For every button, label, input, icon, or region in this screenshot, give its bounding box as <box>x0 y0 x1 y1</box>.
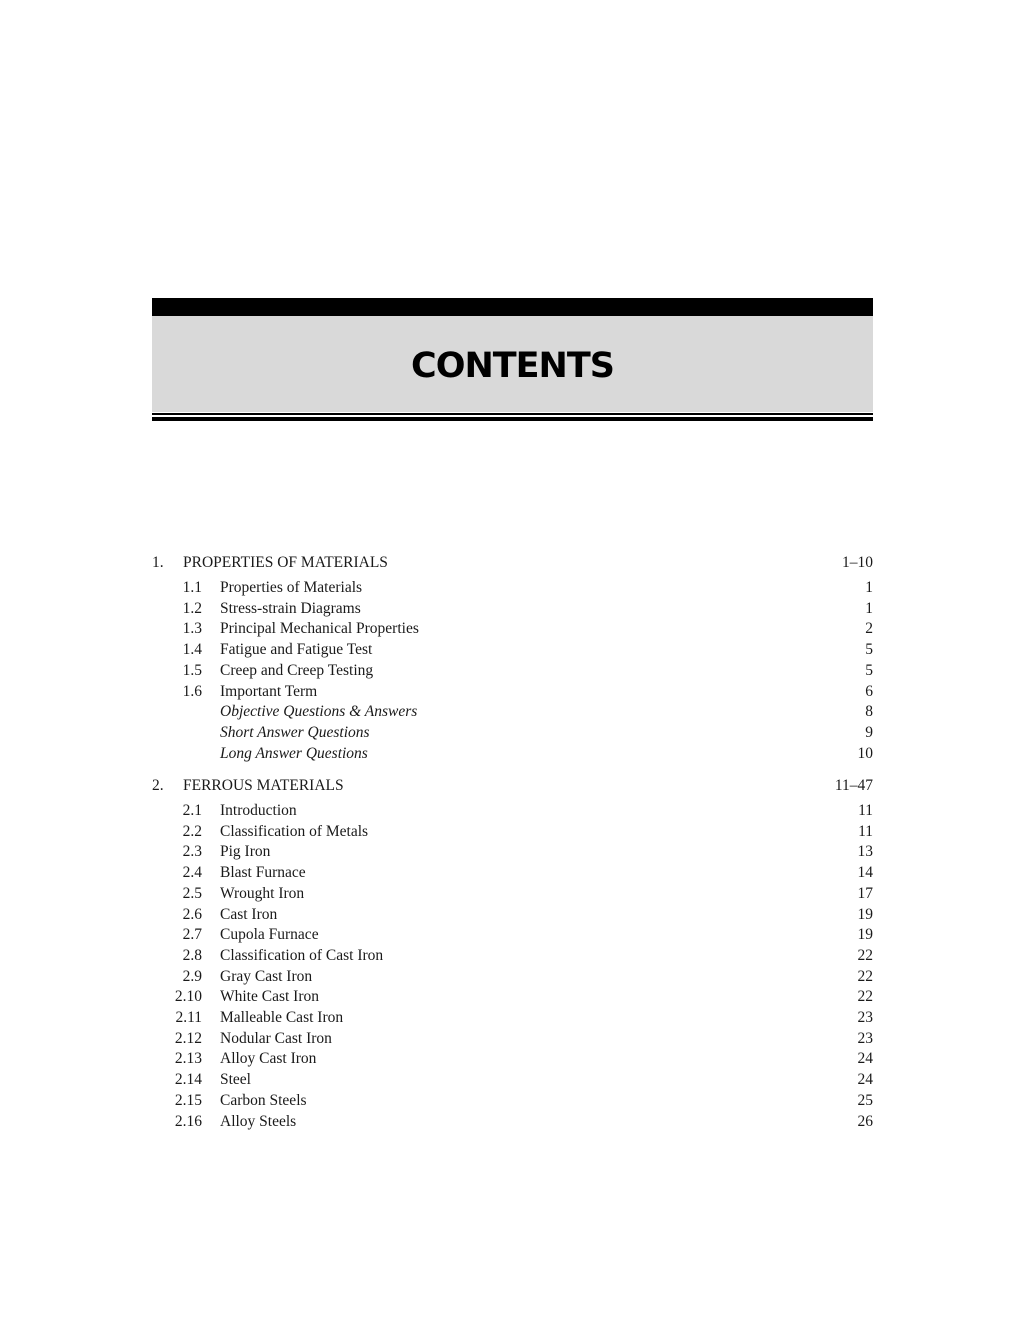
section-number: 2.16 <box>174 1112 202 1130</box>
section-page: 23 <box>857 1009 873 1026</box>
toc-entry <box>0 1008 1020 1028</box>
toc-entry <box>0 619 1020 639</box>
toc-entry <box>0 578 1020 598</box>
section-title: Introduction <box>220 802 297 819</box>
section-number: 2.7 <box>182 926 202 944</box>
page-title: CONTENTS <box>411 345 614 386</box>
section-title: Cupola Furnace <box>220 926 319 944</box>
toc-entry <box>0 1049 1020 1069</box>
section-page: 13 <box>857 843 873 861</box>
section-page: 22 <box>857 946 873 964</box>
toc-entry <box>0 842 1020 862</box>
toc-entry <box>0 967 1020 987</box>
section-number: 2.13 <box>174 1050 202 1068</box>
chapter-page-range: 1–10 <box>842 554 873 571</box>
banner-top-bar <box>152 298 873 316</box>
chapter-number: 1. <box>152 554 164 571</box>
section-page: 24 <box>857 1050 873 1068</box>
section-title: Stress-strain Diagrams <box>220 599 361 617</box>
toc-entry <box>0 702 1020 722</box>
toc-entry <box>0 1091 1020 1111</box>
section-number: 2.10 <box>174 988 202 1006</box>
chapter-title: PROPERTIES OF MATERIALS <box>183 554 388 571</box>
section-number: 2.4 <box>182 864 202 882</box>
section-title: White Cast Iron <box>220 988 320 1006</box>
section-title: Alloy Steels <box>220 1112 297 1130</box>
section-number: 2.12 <box>174 1029 202 1047</box>
toc-entry <box>0 1070 1020 1090</box>
section-title: Long Answer Questions <box>220 744 368 762</box>
section-page: 8 <box>865 703 873 721</box>
section-page: 26 <box>857 1112 873 1130</box>
section-number: 1.2 <box>182 599 202 617</box>
toc-entry <box>0 925 1020 945</box>
section-number: 2.14 <box>174 1071 202 1089</box>
toc-entry <box>0 1029 1020 1049</box>
section-page: 14 <box>857 864 873 882</box>
section-page: 6 <box>865 682 873 700</box>
toc-entry <box>0 682 1020 702</box>
section-page: 25 <box>857 1091 873 1109</box>
banner-title-area <box>152 316 873 412</box>
chapter-heading <box>0 776 1020 796</box>
section-page: 1 <box>865 579 873 596</box>
toc-entry <box>0 661 1020 681</box>
section-title: Creep and Creep Testing <box>220 661 374 679</box>
toc-entry <box>0 863 1020 883</box>
section-title: Cast Iron <box>220 905 278 923</box>
section-title: Classification of Cast Iron <box>220 946 384 964</box>
chapter-number: 2. <box>152 777 164 794</box>
chapter-title: FERROUS MATERIALS <box>183 777 344 794</box>
section-title: Objective Questions & Answers <box>220 703 418 721</box>
section-title: Short Answer Questions <box>220 723 370 741</box>
section-title: Steel <box>220 1071 251 1089</box>
toc-entry <box>0 1112 1020 1132</box>
section-title: Gray Cast Iron <box>220 967 313 985</box>
section-number: 2.11 <box>175 1009 202 1026</box>
section-page: 11 <box>858 822 873 840</box>
section-title: Principal Mechanical Properties <box>220 620 419 638</box>
section-title: Important Term <box>220 682 318 700</box>
section-page: 22 <box>857 988 873 1006</box>
section-title: Carbon Steels <box>220 1091 307 1109</box>
section-number: 1.4 <box>182 641 202 659</box>
section-number: 1.3 <box>182 620 202 638</box>
section-page: 22 <box>857 967 873 985</box>
toc-entry <box>0 640 1020 660</box>
section-title: Fatigue and Fatigue Test <box>220 641 373 659</box>
section-page: 17 <box>857 884 873 902</box>
banner-rule-thick <box>152 417 873 421</box>
section-title: Wrought Iron <box>220 884 305 902</box>
section-page: 19 <box>857 926 873 944</box>
toc-entry <box>0 946 1020 966</box>
toc-entry <box>0 822 1020 842</box>
section-title: Nodular Cast Iron <box>220 1029 332 1047</box>
section-title: Properties of Materials <box>220 579 363 596</box>
section-number: 2.8 <box>182 946 202 964</box>
section-page: 9 <box>865 723 873 741</box>
toc-entry <box>0 744 1020 764</box>
chapter-heading <box>0 553 1020 573</box>
section-number: 2.5 <box>182 884 202 902</box>
toc-entry <box>0 599 1020 619</box>
toc-entry <box>0 905 1020 925</box>
toc-entry <box>0 723 1020 743</box>
section-number: 2.1 <box>182 802 202 819</box>
section-number: 2.6 <box>182 905 202 923</box>
section-title: Alloy Cast Iron <box>220 1050 317 1068</box>
section-title: Classification of Metals <box>220 822 369 840</box>
toc-entry <box>0 801 1020 821</box>
section-page: 5 <box>865 641 873 659</box>
section-number: 2.9 <box>182 967 202 985</box>
section-number: 2.15 <box>174 1091 202 1109</box>
section-page: 19 <box>857 905 873 923</box>
section-page: 2 <box>865 620 873 638</box>
section-title: Blast Furnace <box>220 864 306 882</box>
section-page: 24 <box>857 1071 873 1089</box>
section-number: 1.5 <box>182 661 202 679</box>
section-number: 2.3 <box>182 843 202 861</box>
section-page: 23 <box>857 1029 873 1047</box>
section-page: 5 <box>865 661 873 679</box>
section-page: 1 <box>865 599 873 617</box>
toc-entry <box>0 987 1020 1007</box>
chapter-page-range: 11–47 <box>834 777 873 794</box>
contents-banner <box>152 298 873 425</box>
section-title: Malleable Cast Iron <box>220 1009 344 1026</box>
section-page: 10 <box>857 744 873 762</box>
section-page: 11 <box>858 802 873 819</box>
section-number: 2.2 <box>182 822 202 840</box>
section-title: Pig Iron <box>220 843 271 861</box>
section-number: 1.1 <box>182 579 202 596</box>
section-number: 1.6 <box>182 682 202 700</box>
toc-entry <box>0 884 1020 904</box>
